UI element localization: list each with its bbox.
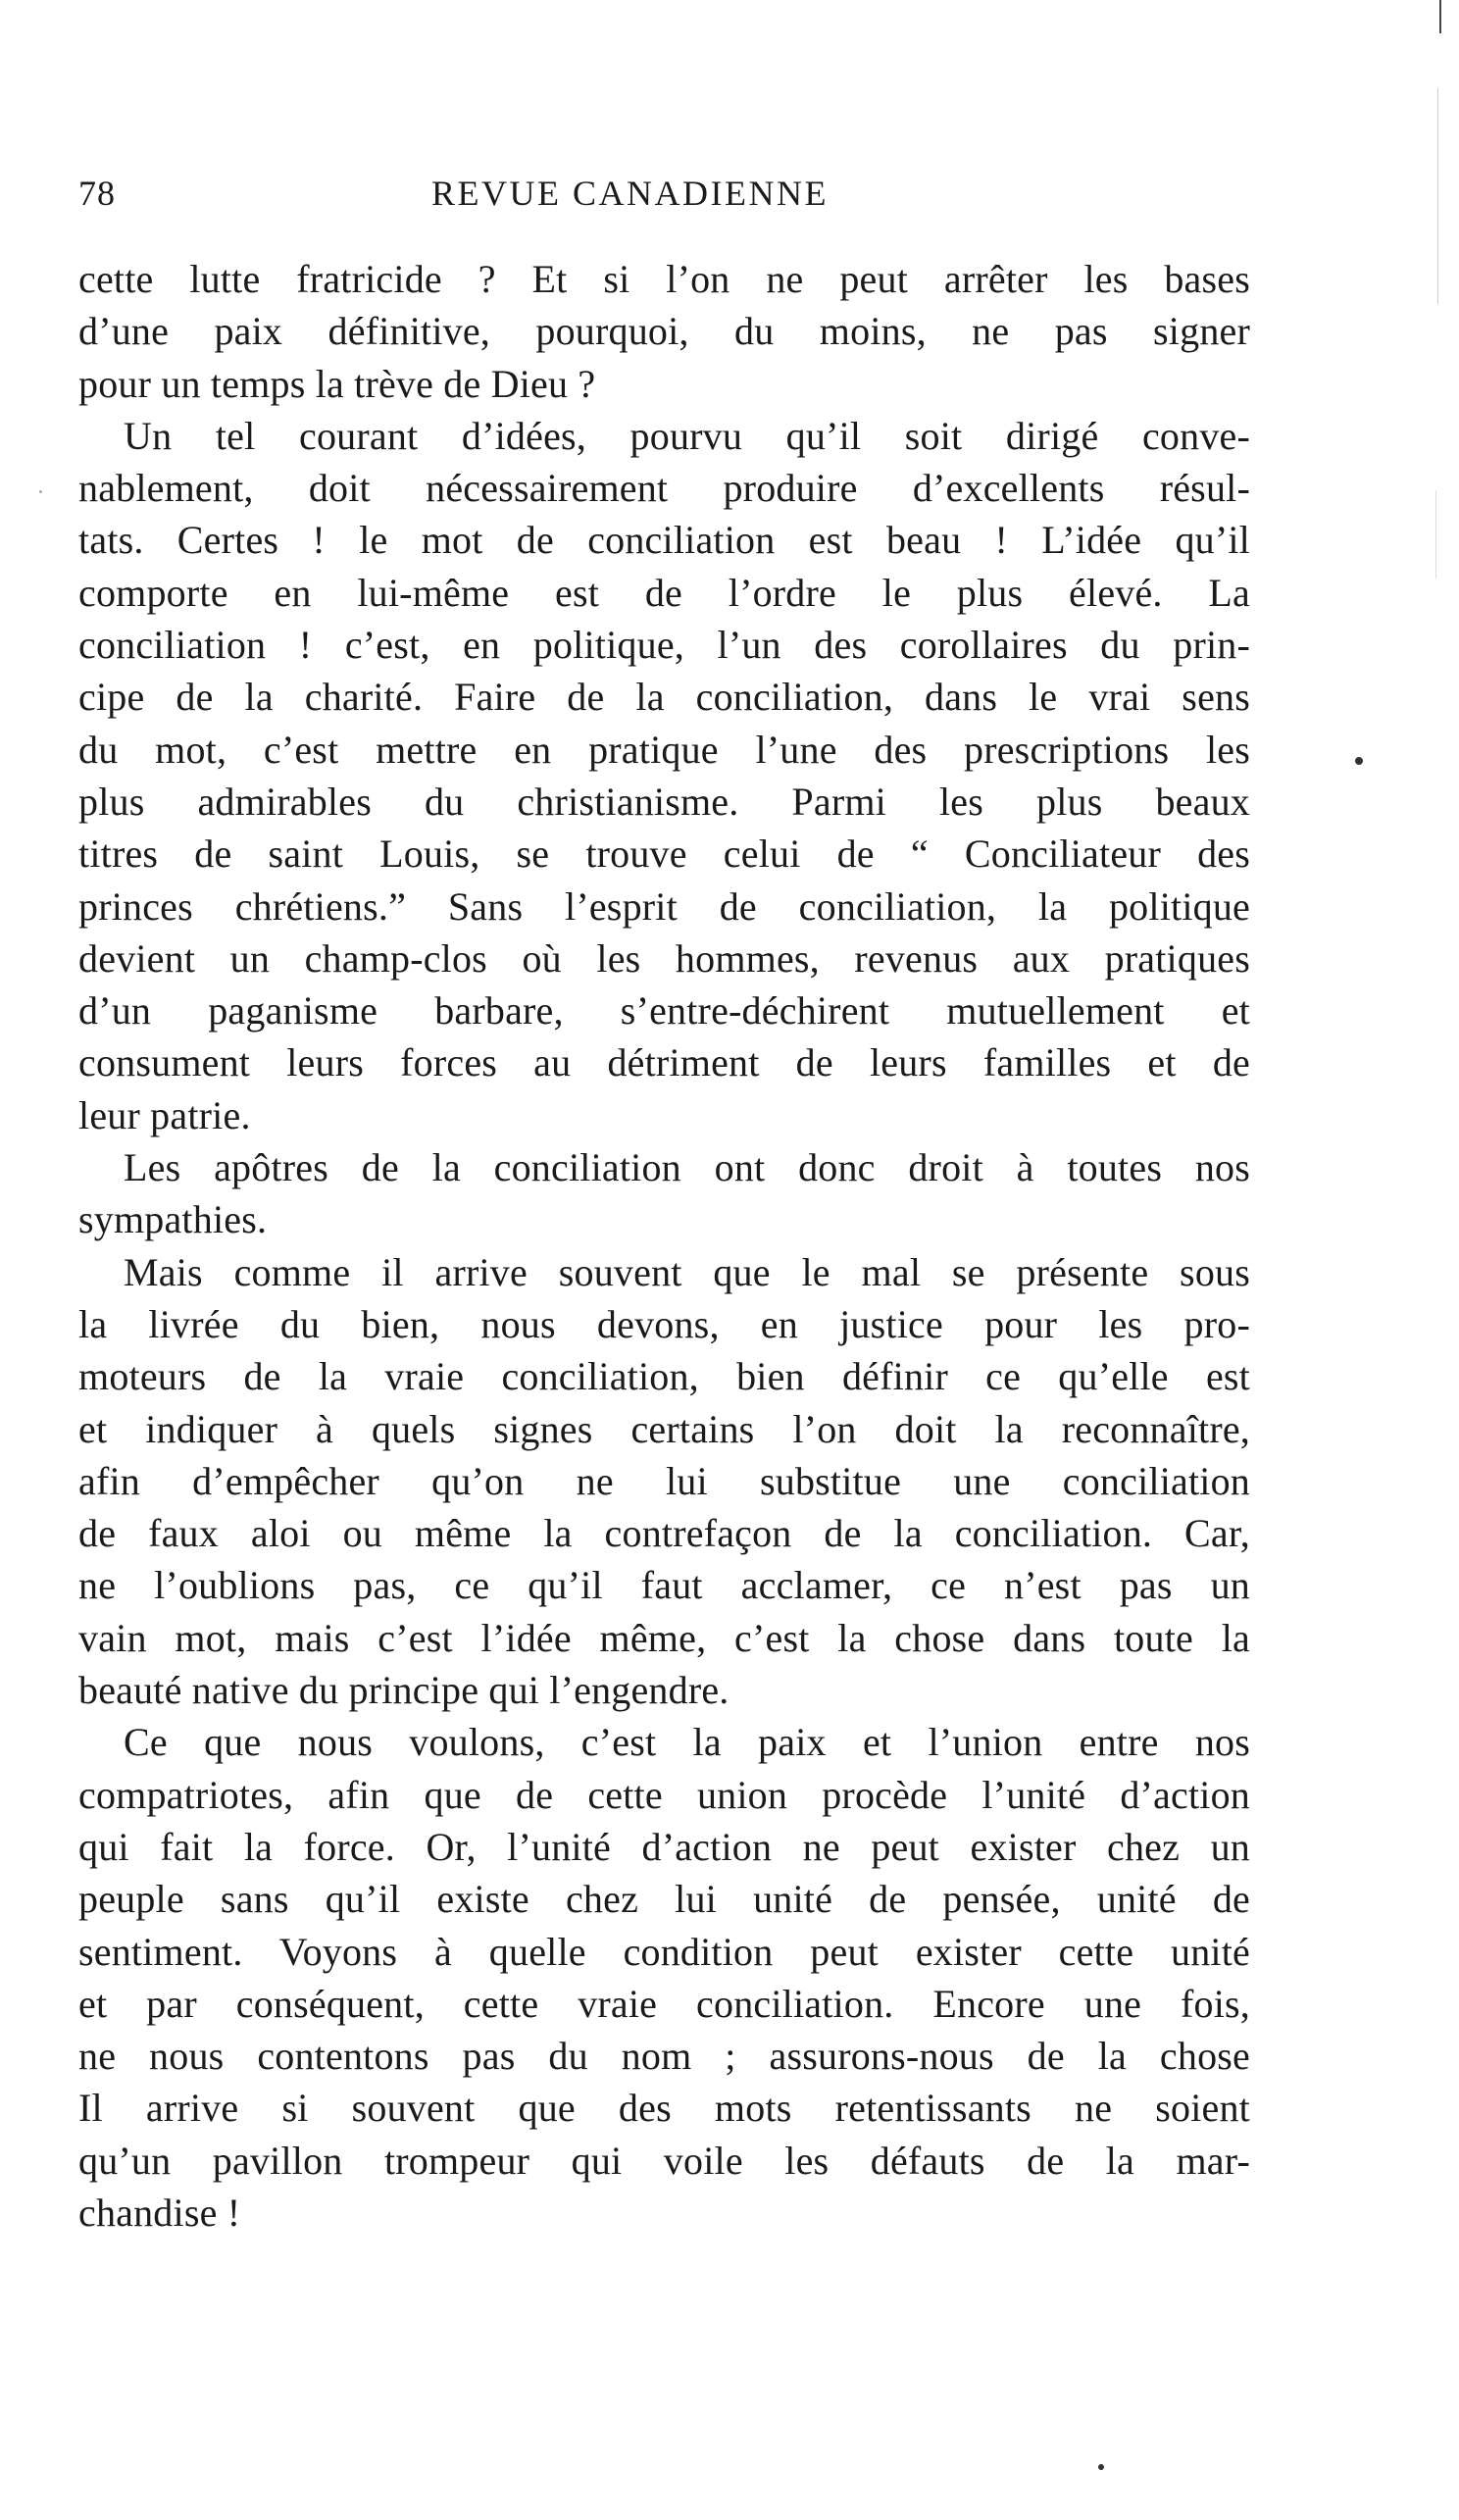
text-line: la livrée du bien, nous devons, en justice pour les pro- xyxy=(78,1301,1250,1346)
text-line: beauté native du principe qui l’engendre. xyxy=(78,1668,730,1713)
text-line: consument leurs forces au détriment de leurs familles et de xyxy=(78,1040,1250,1085)
text-line: sentiment. Voyons à quelle condition peut exister cette unité xyxy=(78,1929,1250,1974)
text-line: peuple sans qu’il existe chez lui unité de pensée, unité de xyxy=(78,1877,1250,1922)
text-line: comporte en lui-même est de l’ordre le plus élevé. La xyxy=(78,570,1250,615)
text-line: d’un paganisme barbare, s’entre-déchirent mutuellement et xyxy=(78,988,1250,1033)
text-line: qui fait la force. Or, l’unité d’action ne peut exister chez un xyxy=(78,1824,1250,1869)
text-line: ne l’oublions pas, ce qu’il faut acclamer, ce n’est pas un xyxy=(78,1563,1250,1608)
text-line: Il arrive si souvent que des mots retentissants ne soient xyxy=(78,2086,1250,2131)
text-line: d’une paix définitive, pourquoi, du moins, ne pas signer xyxy=(78,309,1250,354)
text-line: titres de saint Louis, se trouve celui de “ Conciliateur des xyxy=(78,832,1250,877)
page-header xyxy=(78,173,1245,222)
text-line: nablement, doit nécessairement produire d’excellents résul- xyxy=(78,466,1250,511)
text-line: princes chrétiens.” Sans l’esprit de conciliation, la politique xyxy=(78,883,1250,929)
scan-edge-mark xyxy=(1439,0,1441,33)
text-line: leur patrie. xyxy=(78,1092,251,1137)
page-number: 78 xyxy=(78,174,116,213)
scan-speck xyxy=(1098,2464,1104,2470)
text-line: qu’un pavillon trompeur qui voile les défauts de la mar- xyxy=(78,2138,1250,2183)
text-line: compatriotes, afin que de cette union procède l’unité d’action xyxy=(78,1772,1250,1817)
text-line: sympathies. xyxy=(78,1197,268,1242)
text-line: et indiquer à quels signes certains l’on doit la reconnaître, xyxy=(78,1406,1250,1451)
text-line: afin d’empêcher qu’on ne lui substitue une conciliation xyxy=(78,1458,1250,1503)
text-line: Les apôtres de la conciliation ont donc droit à toutes nos xyxy=(124,1145,1250,1190)
scan-speck xyxy=(1355,757,1363,765)
text-line: vain mot, mais c’est l’idée même, c’est la chose dans toute la xyxy=(78,1615,1250,1660)
text-line: du mot, c’est mettre en pratique l’une des prescriptions les xyxy=(78,727,1250,772)
scan-speck xyxy=(39,490,42,493)
text-line: cipe de la charité. Faire de la conciliation, dans le vrai sens xyxy=(78,675,1250,720)
scan-edge-mark xyxy=(1437,88,1438,304)
body-text xyxy=(78,253,1250,2239)
text-line: devient un champ-clos où les hommes, revenus aux pratiques xyxy=(78,935,1250,981)
text-line: conciliation ! c’est, en politique, l’un des corollaires du prin- xyxy=(78,623,1250,668)
text-line: Un tel courant d’idées, pourvu qu’il soit dirigé conve- xyxy=(124,413,1250,458)
text-line: ne nous contentons pas du nom ; assurons-nous de la chose xyxy=(78,2034,1250,2079)
text-line: plus admirables du christianisme. Parmi les plus beaux xyxy=(78,779,1250,824)
text-line: cette lutte fratricide ? Et si l’on ne peut arrêter les bases xyxy=(78,257,1250,301)
text-line: Ce que nous voulons, c’est la paix et l’union entre nos xyxy=(124,1720,1250,1765)
scan-edge-mark xyxy=(1435,490,1436,579)
text-line: Mais comme il arrive souvent que le mal se présente sous xyxy=(124,1249,1250,1294)
running-head: REVUE CANADIENNE xyxy=(431,174,829,213)
text-line: chandise ! xyxy=(78,2190,241,2235)
text-line: pour un temps la trève de Dieu ? xyxy=(78,361,596,406)
text-line: moteurs de la vraie conciliation, bien définir ce qu’elle est xyxy=(78,1354,1250,1399)
text-line: et par conséquent, cette vraie conciliation. Encore une fois, xyxy=(78,1981,1250,2026)
text-line: de faux aloi ou même la contrefaçon de la conciliation. Car, xyxy=(78,1511,1250,1556)
text-line: tats. Certes ! le mot de conciliation est beau ! L’idée qu’il xyxy=(78,518,1250,563)
